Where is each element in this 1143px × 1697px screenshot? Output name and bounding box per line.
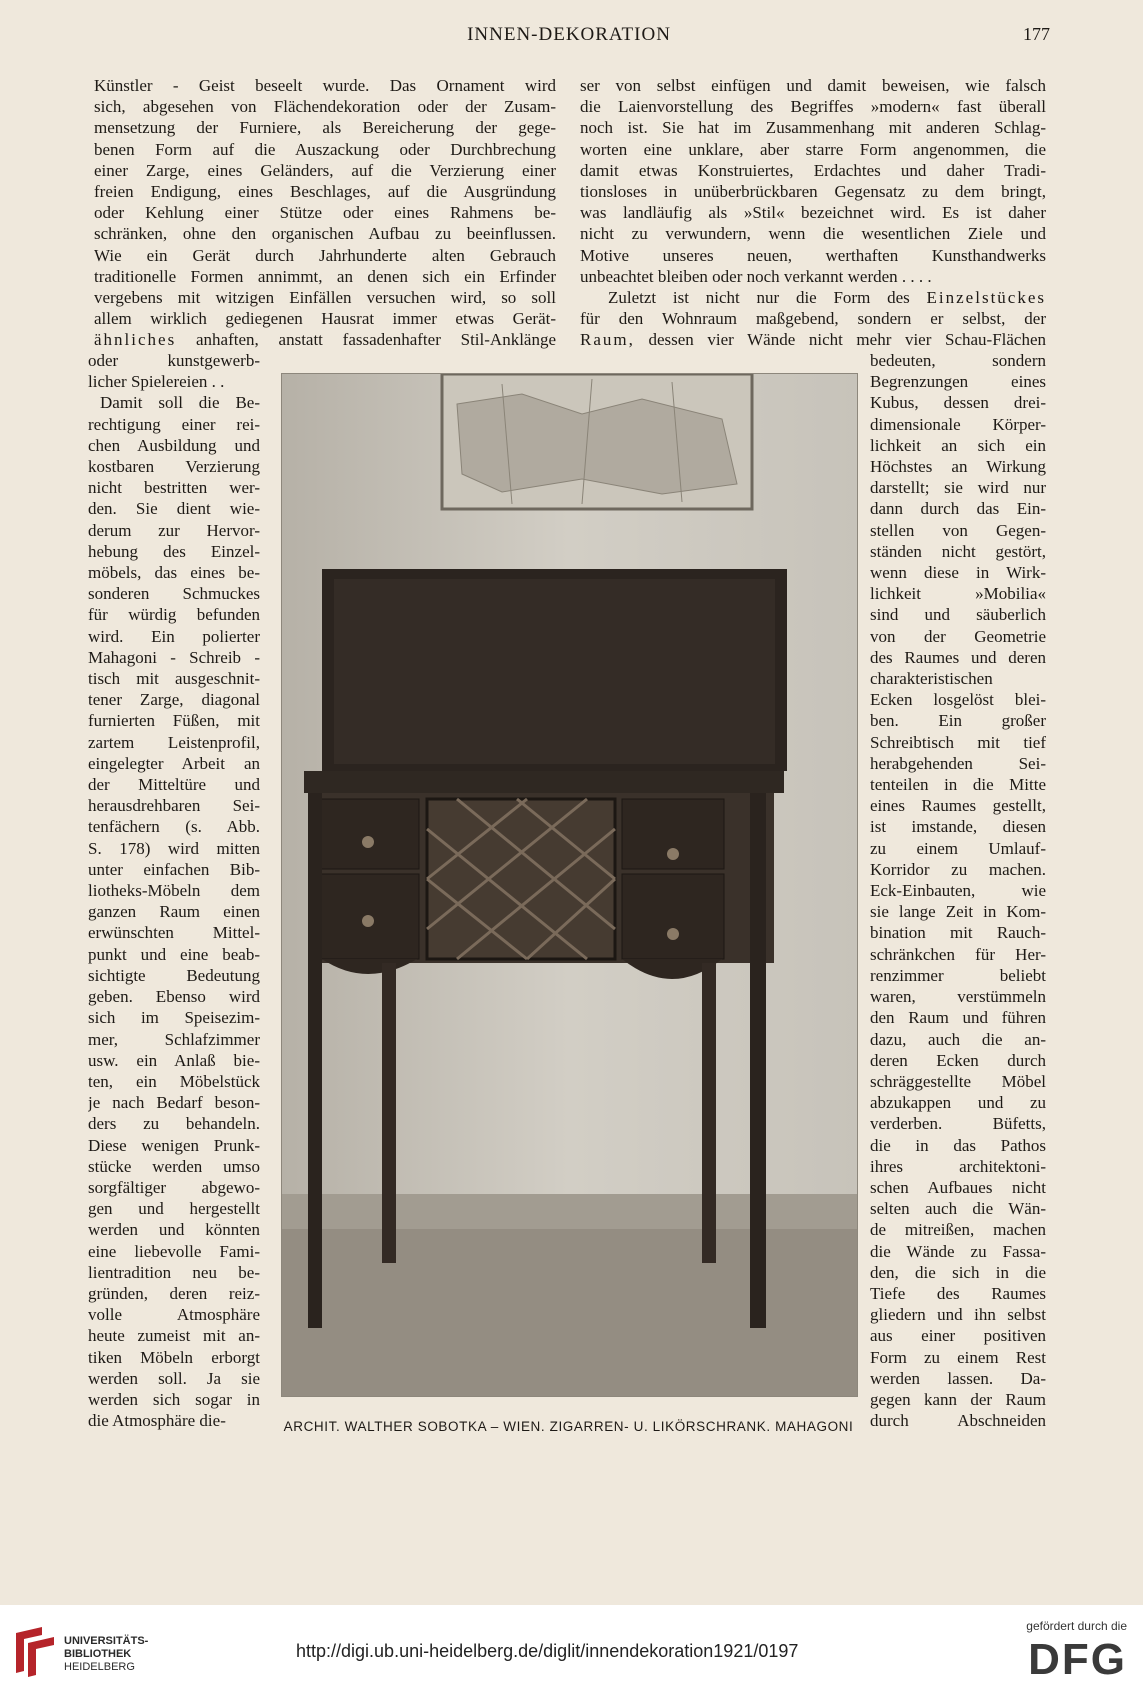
text-line: werden sich sogar in [88,1389,260,1409]
text-line: was landläufig als »Stil« bezeichnet wird. Es ist daher [580,203,1046,223]
text-line: schränkchen für Her- [870,944,1046,964]
text-line: chen Ausbildung und [88,435,260,455]
right-column-full-width [580,75,1046,351]
text-line: waren, verstümmeln [870,987,1046,1007]
text-line: die Atmosphäre die- [88,1411,226,1431]
text-line: unbeachtet bleiben oder noch verkannt werden . . . . [580,266,932,286]
text-line: bination mit Rauch- [870,923,1046,943]
text-line: tenteilen in die Mitte [870,775,1046,795]
text-line: freien Endigung, eines Beschlages, auf die Ausgründung [94,182,556,202]
text-line: ständen nicht gestört, [870,541,1046,561]
text-line: unter einfachen Bib- [88,859,260,879]
dfg-logo: DFG [1028,1635,1127,1684]
text-line: oder kunstgewerb- [88,351,260,370]
text-line: herabgehenden Sei- [870,753,1046,773]
spaced-word: ähnliches [94,330,177,350]
text-line: sichtigte Bedeutung [88,965,260,985]
text-line: Künstler - Geist beseelt wurde. Das Ornament wird [94,76,556,95]
text-line [94,329,556,350]
text-line: Diese wenigen Prunk- [88,1135,260,1155]
text-line: Form zu einem Rest [870,1347,1046,1367]
text-line: heute zumeist mit an- [88,1326,260,1346]
rug [282,1229,857,1396]
text-line: mensetzung der Furniere, als Bereicherung der gege- [94,118,556,138]
text-line: Höchstes an Wirkung [870,457,1046,477]
text-line: schränken, ohne den organischen Aufbau zu beeinflussen. [94,224,556,244]
text-line: ders zu behandeln. [88,1114,260,1134]
digitization-footer [0,1605,1143,1697]
text-line: Kubus, dessen drei- [870,393,1046,413]
text-line: damit etwas Konstruiertes, Erdachtes und daher Tradi- [580,160,1046,180]
text-line: geben. Ebenso wird [88,987,260,1007]
text-line: durch Abschneiden [870,1411,1046,1431]
right-column-narrow [870,350,1046,1431]
text-line: dimensionale Körper- [870,414,1046,434]
text-line: schen Aufbaues nicht [870,1177,1046,1197]
text-line: licher Spielereien . . [88,372,225,392]
text-line: de mitreißen, machen [870,1220,1046,1240]
text-line: dazu, auch die an- [870,1029,1046,1049]
text-line: S. 178) wird mitten [88,838,260,858]
text-line: Ecken losgelöst blei- [870,690,1046,710]
text-line: gen und hergestellt [88,1199,260,1219]
framed-map [442,374,752,509]
text-line: Mahagoni - Schreib - [88,647,260,667]
library-name [64,1635,148,1674]
text-line: die Laienvorstellung des Begriffes »modern« fast überall [580,97,1046,117]
text-line: lichkeit »Mobilia« [870,584,1046,604]
text-line: furnierten Füßen, mit [88,711,260,731]
text-line: allem wirklich gediegenen Hausrat immer etwas Gerät- [94,309,556,329]
text-line: sich, abgesehen von Flächendekoration oder der Zusam- [94,97,556,117]
text-line: die in das Pathos [870,1135,1046,1155]
text-line: möbels, das eines be- [88,563,260,583]
text-line: ihres architektoni- [870,1156,1046,1176]
text-line: wenn diese in Wirk- [870,563,1046,583]
text-line: tiken Möbeln erborgt [88,1347,260,1367]
library-name-line: UNIVERSITÄTS- [64,1635,149,1647]
page-number: 177 [1023,24,1050,44]
library-name-line: HEIDELBERG [64,1661,135,1673]
text-line: abzukappen und zu [870,1093,1046,1113]
text-line: Wie ein Gerät durch Jahrhunderte alten Gebrauch [94,245,556,265]
text-line: darstellt; sie wird nur [870,478,1046,498]
text-line: schräggestellte Möbel [870,1071,1046,1091]
university-library-logo-icon [12,1625,58,1677]
text-line: gegen kann der Raum [870,1389,1046,1409]
text-line: benen Form auf die Auszackung oder Durchbrechung [94,139,556,159]
text-line: selten auch die Wän- [870,1199,1046,1219]
text-line: Eck-Einbauten, wie [870,881,1046,901]
text-line: den. Sie dient wie- [88,499,260,519]
text-line: bedeuten, sondern [870,351,1046,370]
source-url-link[interactable]: http://digi.ub.uni-heidelberg.de/diglit/innendekoration1921/0197 [296,1641,799,1661]
text-line: ten, ein Möbelstück [88,1071,260,1091]
text-line: eingelegter Arbeit an [88,753,260,773]
text-line: dann durch das Ein- [870,499,1046,519]
text-line: zu einem Umlauf- [870,838,1046,858]
text-line: aus einer positiven [870,1326,1046,1346]
text-line: ganzen Raum einen [88,902,260,922]
text-line: nicht bestritten wer- [88,478,260,498]
funding-note: gefördert durch die [1026,1619,1127,1633]
library-name-line: BIBLIOTHEK [64,1648,132,1660]
text-line [580,287,1046,308]
text-fragment: Zuletzt ist nicht nur die Form des [608,288,910,308]
text-line: gliedern und ihn selbst [870,1305,1046,1325]
running-title: INNEN-DEKORATION [467,24,671,45]
text-line: den Raum und führen [870,1008,1046,1028]
text-line: volle Atmosphäre [88,1305,260,1325]
text-line: ist imstande, diesen [870,817,1046,837]
text-fragment: dessen vier Wände nicht mehr vier Schau-Flächen [648,330,1046,350]
text-line: Tiefe des Raumes [870,1283,1046,1303]
text-line: lichkeit an sich ein [870,435,1046,455]
text-line: gründen, deren reiz- [88,1283,260,1303]
text-line: mer, Schlafzimmer [88,1029,260,1049]
text-line: wird. Ein polierter [88,626,260,646]
text-line: tenfächern (s. Abb. [88,817,260,837]
text-line: der Mitteltüre und [88,775,260,795]
text-line: die Wände zu Fassa- [870,1241,1046,1261]
text-line: noch ist. Sie hat im Zusammenhang mit anderen Schlag- [580,118,1046,138]
text-line: von der Geometrie [870,626,1046,646]
text-line: stücke werden umso [88,1156,260,1176]
text-line: einer Zarge, eines Geländers, auf die Verzierung einer [94,160,556,180]
text-line: tionsloses in unüberbrückbaren Gegensatz zu dem bringt, [580,182,1046,202]
text-line: sind und säuberlich [870,605,1046,625]
text-line: des Raumes und deren [870,647,1046,667]
text-line: sich im Speisezim- [88,1008,260,1028]
text-line: renzimmer beliebt [870,965,1046,985]
cabinet-photograph [282,374,857,1396]
text-line: ben. Ein großer [870,711,1046,731]
text-line: werden und könnten [88,1220,260,1240]
spaced-word: Raum, [580,330,635,350]
text-line: charakteristischen [870,669,993,689]
photo-plate [281,373,858,1397]
page-header [88,18,1050,48]
text-line: erwünschten Mittel- [88,923,260,943]
text-line: werden soll. Ja sie [88,1368,260,1388]
text-line: tener Zarge, diagonal [88,690,260,710]
text-line: rechtigung einer rei- [88,414,260,434]
text-line: usw. ein Anlaß bie- [88,1050,260,1070]
text-line: vergebens mit witzigen Einfällen versuchen wird, so soll [94,288,556,308]
text-line: ser von selbst einfügen und damit beweisen, wie falsch [580,76,1046,95]
text-line: sorgfältiger abgewo- [88,1177,260,1197]
text-line: traditionelle Formen annimmt, an denen sich ein Erfinder [94,266,556,286]
text-line: sonderen Schmuckes [88,584,260,604]
text-line: Begrenzungen eines [870,372,1046,392]
text-line: für würdig befunden [88,605,260,625]
text-line: oder Kehlung einer Stütze oder eines Rahmens be- [94,203,556,223]
text-line: für den Wohnraum maßgebend, sondern er selbst, der [580,309,1046,329]
text-line: eine liebevolle Fami- [88,1241,260,1261]
text-line: tisch mit ausgeschnit- [88,669,260,689]
text-line: stellen von Gegen- [870,520,1046,540]
text-line: herausdrehbaren Sei- [88,796,260,816]
text-line: kostbaren Verzierung [88,457,260,477]
figure-caption: ARCHIT. WALTHER SOBOTKA – WIEN. ZIGARREN- U. LIKÖRSCHRANK. MAHAGONI [283,1419,854,1434]
spaced-word: Einzelstückes [926,288,1046,308]
text-line: je nach Bedarf beson- [88,1093,260,1113]
text-line: zartem Leistenprofil, [88,732,260,752]
text-line: Motive unseres neuen, werthaften Kunsthandwerks [580,245,1046,265]
text-line: Damit soll die Be- [100,393,260,413]
text-line: sie lange Zeit in Kom- [870,902,1046,922]
left-column-full-width [94,75,556,351]
text-line: deren Ecken durch [870,1050,1046,1070]
text-line: verderben. Büfetts, [870,1114,1046,1134]
text-line: den, die sich in die [870,1262,1046,1282]
text-line: punkt und eine beab- [88,944,260,964]
text-line: liotheks-Möbeln dem [88,881,260,901]
text-fragment: anhaften, anstatt fassadenhafter Stil-Anklänge [195,330,556,350]
text-line: derum zur Hervor- [88,520,260,540]
left-column-narrow [88,350,260,1431]
text-line: hebung des Einzel- [88,541,260,561]
text-line: nicht zu verwundern, wenn die wesentlichen Ziele und [580,224,1046,244]
text-line: Korridor zu machen. [870,859,1046,879]
text-line: eines Raumes gestellt, [870,796,1046,816]
text-line: Schreibtisch mit tief [870,732,1046,752]
text-line: lientradition neu be- [88,1262,260,1282]
text-line: werden lassen. Da- [870,1368,1046,1388]
text-line: worten eine unklare, aber starre Form angenommen, die [580,139,1046,159]
text-line [580,329,1046,350]
